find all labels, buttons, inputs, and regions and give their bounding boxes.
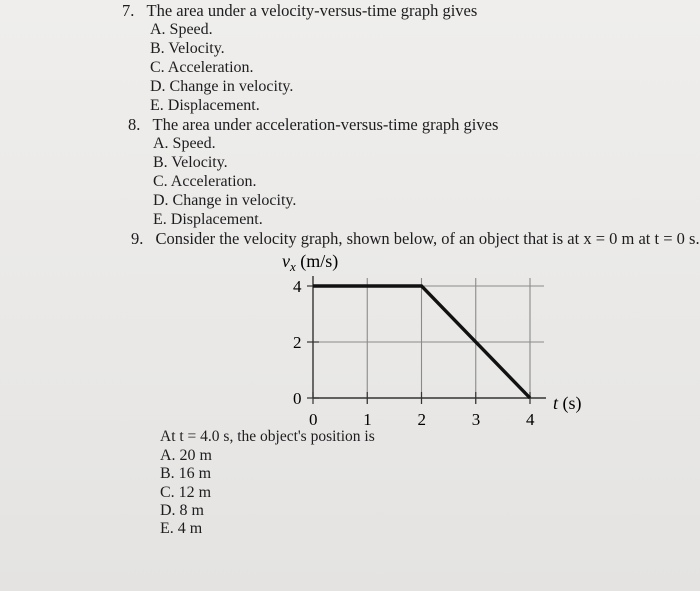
- x-axis-label: t (s): [553, 393, 582, 413]
- question-8-text: The area under acceleration-versus-time graph gives: [152, 115, 499, 134]
- question-9-followup: At t = 4.0 s, the object's position is: [160, 428, 375, 445]
- q8-option-a: A. Speed.: [153, 135, 216, 152]
- q9-option-d: D. 8 m: [160, 502, 204, 519]
- q8-option-d: D. Change in velocity.: [153, 192, 297, 209]
- y-axis-label: $v_x$ (m/s): [282, 251, 339, 274]
- question-7-text: The area under a velocity-versus-time graph gives: [146, 1, 478, 20]
- q7-option-e: E. Displacement.: [150, 97, 260, 114]
- q8-option-e: E. Displacement.: [153, 211, 263, 228]
- q7-option-c: C. Acceleration.: [150, 59, 254, 76]
- q8-option-c: C. Acceleration.: [153, 173, 257, 190]
- graph-axes: [307, 276, 546, 404]
- q9-option-c: C. 12 m: [160, 484, 212, 501]
- q9-option-e: E. 4 m: [160, 520, 203, 537]
- x-tick-label-3: 3: [471, 410, 481, 429]
- question-9-number: 9.: [131, 229, 144, 248]
- y-tick-label-2: 4: [293, 277, 302, 296]
- graph-grid: [313, 278, 544, 404]
- q7-option-b: B. Velocity.: [150, 40, 225, 57]
- y-tick-label-1: 2: [293, 333, 302, 352]
- x-tick-label-0: 0: [309, 410, 318, 429]
- q7-option-a: A. Speed.: [150, 21, 213, 38]
- question-8-number: 8.: [128, 115, 141, 134]
- x-tick-label-1: 1: [363, 410, 372, 429]
- q7-option-d: D. Change in velocity.: [150, 78, 294, 95]
- x-tick-label-4: 4: [526, 410, 535, 429]
- question-7-number: 7.: [122, 1, 135, 20]
- q9-option-a: A. 20 m: [160, 447, 212, 464]
- x-tick-label-2: 2: [417, 410, 426, 429]
- q8-option-b: B. Velocity.: [153, 154, 228, 171]
- graph-tick-labels: [293, 277, 535, 429]
- question-9-text: Consider the velocity graph, shown below, of an object that is at x = 0 m at t = 0 s.: [155, 229, 700, 248]
- q9-option-b: B. 16 m: [160, 465, 212, 482]
- y-tick-label-0: 0: [293, 389, 302, 408]
